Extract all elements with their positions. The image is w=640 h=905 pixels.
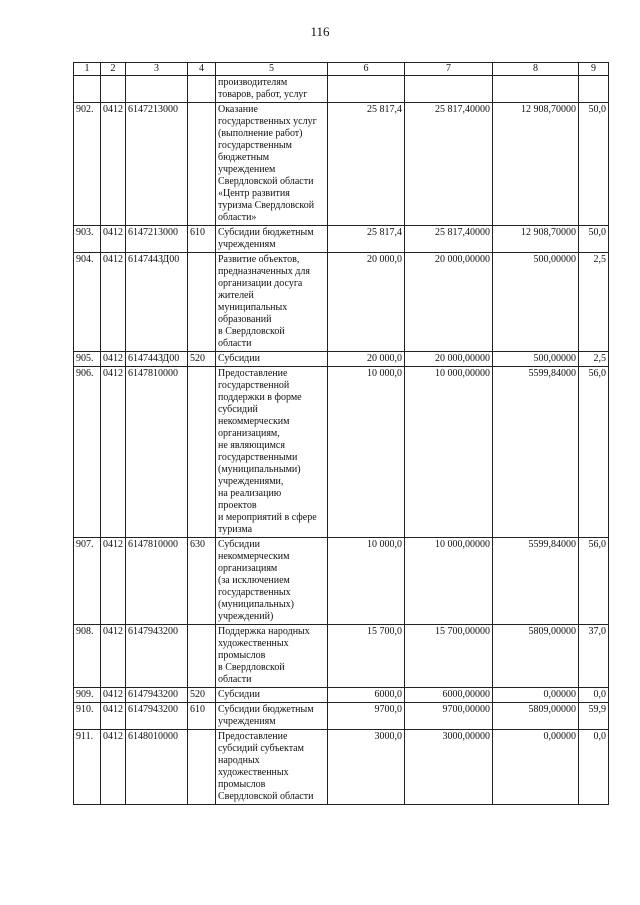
target-code: 6147810000 (126, 538, 188, 625)
description-line: художественных (218, 767, 289, 778)
description-line: в Свердловской (218, 662, 285, 673)
execution-percent: 2,5 (579, 253, 609, 352)
description-line: народных (218, 755, 260, 766)
section-code: 0412 (101, 625, 126, 688)
description-line: производителям (218, 77, 288, 88)
target-code (126, 76, 188, 103)
planned-amount: 9700,0 (328, 703, 405, 730)
table-row (74, 688, 609, 703)
description-line: учреждениям (218, 239, 276, 250)
section-code: 0412 (101, 226, 126, 253)
description-line: Субсидии (218, 689, 260, 700)
description-line: предназначенных для (218, 266, 310, 277)
description-line: государственным (218, 140, 292, 151)
execution-percent: 59,9 (579, 703, 609, 730)
description-line: в Свердловской (218, 326, 285, 337)
row-number: 905. (74, 352, 101, 367)
approved-amount: 3000,00000 (405, 730, 493, 805)
target-code: 6147943200 (126, 703, 188, 730)
target-code: 6147213000 (126, 103, 188, 226)
target-code: 6147213000 (126, 226, 188, 253)
description-line: области (218, 338, 252, 349)
expense-code: 610 (188, 226, 216, 253)
column-header: 1 (74, 63, 101, 76)
row-number: 908. (74, 625, 101, 688)
column-header: 2 (101, 63, 126, 76)
execution-percent: 56,0 (579, 367, 609, 538)
row-number: 910. (74, 703, 101, 730)
budget-table (73, 62, 609, 805)
section-code: 0412 (101, 688, 126, 703)
approved-amount: 20 000,00000 (405, 352, 493, 367)
description-line: Поддержка народных (218, 626, 310, 637)
description-line: (муниципальных) (218, 599, 294, 610)
section-code (101, 76, 126, 103)
description-line: государственной (218, 380, 290, 391)
section-code: 0412 (101, 730, 126, 805)
description-line: образований (218, 314, 272, 325)
column-header: 3 (126, 63, 188, 76)
description-line: бюджетным (218, 152, 270, 163)
execution-percent: 0,0 (579, 688, 609, 703)
description (216, 352, 328, 367)
target-code: 6147943200 (126, 688, 188, 703)
executed-amount: 12 908,70000 (493, 226, 579, 253)
description (216, 103, 328, 226)
description-line: некоммерческим (218, 416, 290, 427)
expense-code (188, 367, 216, 538)
target-code: 614744ЗД00 (126, 352, 188, 367)
description-line: (муниципальными) (218, 464, 301, 475)
description-line: организации досуга (218, 278, 303, 289)
row-number: 902. (74, 103, 101, 226)
column-header: 9 (579, 63, 609, 76)
description-line: учреждением (218, 164, 276, 175)
planned-amount: 6000,0 (328, 688, 405, 703)
table-row (74, 538, 609, 625)
execution-percent: 2,5 (579, 352, 609, 367)
description-line: Субсидии (218, 353, 260, 364)
executed-amount: 5599,84000 (493, 538, 579, 625)
executed-amount: 5809,00000 (493, 703, 579, 730)
description-line: Субсидии (218, 539, 260, 550)
page-number: 116 (310, 24, 330, 39)
expense-code: 610 (188, 703, 216, 730)
execution-percent: 50,0 (579, 226, 609, 253)
header-row (74, 63, 609, 76)
execution-percent: 56,0 (579, 538, 609, 625)
description-line: туризма Свердловской (218, 200, 315, 211)
description (216, 538, 328, 625)
table-row (74, 703, 609, 730)
table-row (74, 226, 609, 253)
description-line: не являющимся (218, 440, 285, 451)
expense-code (188, 625, 216, 688)
description-line: «Центр развития (218, 188, 290, 199)
executed-amount: 5599,84000 (493, 367, 579, 538)
section-code: 0412 (101, 103, 126, 226)
description-line: Предоставление (218, 731, 288, 742)
description-line: на реализацию (218, 488, 282, 499)
description-line: Субсидии бюджетным (218, 227, 314, 238)
expense-code (188, 103, 216, 226)
description-line: художественных (218, 638, 289, 649)
expense-code: 630 (188, 538, 216, 625)
executed-amount: 0,00000 (493, 730, 579, 805)
table-row (74, 253, 609, 352)
description (216, 688, 328, 703)
description (216, 226, 328, 253)
target-code: 6148010000 (126, 730, 188, 805)
description-line: области (218, 674, 252, 685)
approved-amount: 6000,00000 (405, 688, 493, 703)
description-line: (выполнение работ) (218, 128, 303, 139)
description-line: (за исключением (218, 575, 290, 586)
execution-percent: 0,0 (579, 730, 609, 805)
planned-amount: 15 700,0 (328, 625, 405, 688)
section-code: 0412 (101, 367, 126, 538)
planned-amount (328, 76, 405, 103)
section-code: 0412 (101, 703, 126, 730)
execution-percent: 50,0 (579, 103, 609, 226)
executed-amount: 12 908,70000 (493, 103, 579, 226)
expense-code (188, 730, 216, 805)
row-number: 907. (74, 538, 101, 625)
description (216, 625, 328, 688)
description-line: учреждений) (218, 611, 274, 622)
table-row (74, 352, 609, 367)
column-header: 7 (405, 63, 493, 76)
description-line: жителей (218, 290, 254, 301)
target-code: 6147810000 (126, 367, 188, 538)
description-line: организациям, (218, 428, 280, 439)
description-line: Свердловской области (218, 791, 314, 802)
expense-code (188, 253, 216, 352)
column-header: 6 (328, 63, 405, 76)
description-line: государственными (218, 452, 298, 463)
planned-amount: 20 000,0 (328, 253, 405, 352)
execution-percent: 37,0 (579, 625, 609, 688)
planned-amount: 25 817,4 (328, 226, 405, 253)
planned-amount: 20 000,0 (328, 352, 405, 367)
approved-amount: 20 000,00000 (405, 253, 493, 352)
executed-amount: 500,00000 (493, 253, 579, 352)
description (216, 76, 328, 103)
description-line: организациям (218, 563, 278, 574)
row-number: 903. (74, 226, 101, 253)
column-header: 8 (493, 63, 579, 76)
table-row (74, 367, 609, 538)
section-code: 0412 (101, 352, 126, 367)
column-header: 5 (216, 63, 328, 76)
description-line: субсидий субъектам (218, 743, 304, 754)
description-line: государственных услуг (218, 116, 317, 127)
description-line: промыслов (218, 650, 266, 661)
approved-amount (405, 76, 493, 103)
planned-amount: 10 000,0 (328, 367, 405, 538)
expense-code: 520 (188, 688, 216, 703)
executed-amount: 0,00000 (493, 688, 579, 703)
description-line: поддержки в форме (218, 392, 302, 403)
approved-amount: 25 817,40000 (405, 103, 493, 226)
approved-amount: 10 000,00000 (405, 538, 493, 625)
approved-amount: 25 817,40000 (405, 226, 493, 253)
planned-amount: 3000,0 (328, 730, 405, 805)
section-code: 0412 (101, 538, 126, 625)
row-number: 906. (74, 367, 101, 538)
row-number (74, 76, 101, 103)
column-header: 4 (188, 63, 216, 76)
description-line: товаров, работ, услуг (218, 89, 308, 100)
description-line: муниципальных (218, 302, 288, 313)
table-row (74, 730, 609, 805)
table-row (74, 103, 609, 226)
description-line: учреждениям (218, 716, 276, 727)
executed-amount (493, 76, 579, 103)
description-line: государственных (218, 587, 291, 598)
description-line: проектов (218, 500, 257, 511)
approved-amount: 9700,00000 (405, 703, 493, 730)
execution-percent (579, 76, 609, 103)
description-line: Субсидии бюджетным (218, 704, 314, 715)
table-row (74, 625, 609, 688)
description (216, 730, 328, 805)
description-line: некоммерческим (218, 551, 290, 562)
description-line: Развитие объектов, (218, 254, 300, 265)
expense-code (188, 76, 216, 103)
expense-code: 520 (188, 352, 216, 367)
description-line: Предоставление (218, 368, 288, 379)
table-row (74, 76, 609, 103)
approved-amount: 10 000,00000 (405, 367, 493, 538)
description-line: учреждениями, (218, 476, 284, 487)
description-line: области» (218, 212, 257, 223)
section-code: 0412 (101, 253, 126, 352)
description-line: Оказание (218, 104, 258, 115)
executed-amount: 500,00000 (493, 352, 579, 367)
description-line: промыслов (218, 779, 266, 790)
description-line: туризма (218, 524, 253, 535)
target-code: 6147943200 (126, 625, 188, 688)
description (216, 367, 328, 538)
approved-amount: 15 700,00000 (405, 625, 493, 688)
description-line: субсидий (218, 404, 258, 415)
row-number: 911. (74, 730, 101, 805)
planned-amount: 25 817,4 (328, 103, 405, 226)
target-code: 614744ЗД00 (126, 253, 188, 352)
planned-amount: 10 000,0 (328, 538, 405, 625)
description-line: и мероприятий в сфере (218, 512, 317, 523)
description (216, 253, 328, 352)
row-number: 904. (74, 253, 101, 352)
description (216, 703, 328, 730)
description-line: Свердловской области (218, 176, 314, 187)
table-body (74, 76, 609, 805)
executed-amount: 5809,00000 (493, 625, 579, 688)
row-number: 909. (74, 688, 101, 703)
